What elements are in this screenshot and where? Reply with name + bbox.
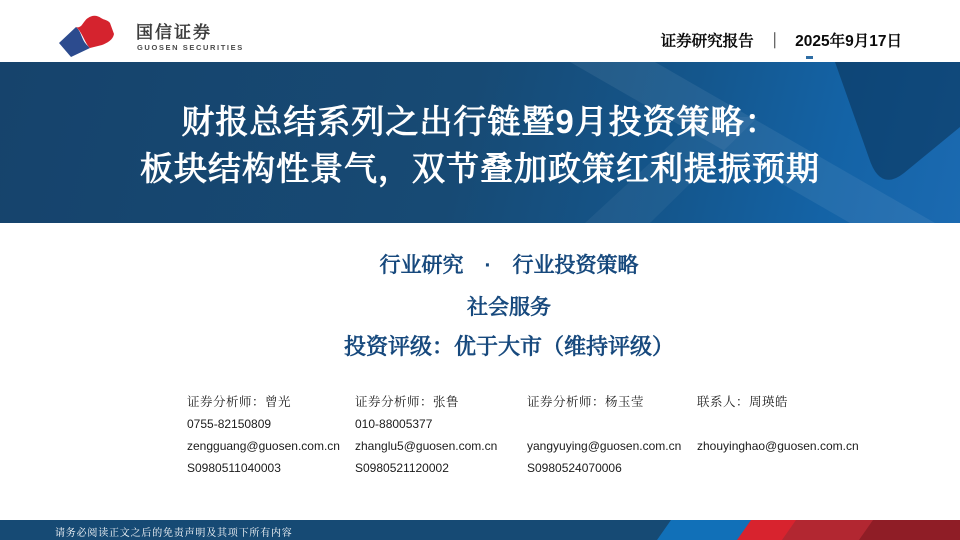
title-banner xyxy=(0,62,960,223)
analyst-cert-no: S0980521120002 xyxy=(355,461,449,475)
disclaimer-text: 请务必阅读正文之后的免责声明及其项下所有内容 xyxy=(55,528,293,539)
contact-phone xyxy=(697,413,897,435)
analyst-email: yangyuying@guosen.com.cn xyxy=(527,439,682,453)
analyst-phone xyxy=(527,413,697,435)
analyst-name: 证券分析师：曾光 xyxy=(187,395,292,409)
contact-email: zhouyinghao@guosen.com.cn xyxy=(697,439,859,453)
contact-cert-no xyxy=(697,457,897,479)
guosen-logo-icon xyxy=(56,14,116,58)
analyst-info-block xyxy=(187,391,897,479)
header-separator: ｜ xyxy=(768,33,780,50)
report-type-label: 证券研究报告 xyxy=(660,33,754,50)
industry-name: 社会服务 xyxy=(467,296,551,319)
banner-tick-mark xyxy=(806,56,813,59)
analyst-cert-no: S0980524070006 xyxy=(527,461,622,475)
header xyxy=(0,0,960,62)
analyst-column-1 xyxy=(187,391,355,479)
header-meta xyxy=(661,29,902,51)
research-category: 行业研究 · 行业投资策略 xyxy=(379,254,639,277)
analyst-name: 证券分析师：杨玉莹 xyxy=(527,395,645,409)
report-title-line2: 板块结构性景气，双节叠加政策红利提振预期 xyxy=(140,150,820,187)
analyst-phone: 0755-82150809 xyxy=(187,417,272,431)
report-title-line1: 财报总结系列之出行链暨9月投资策略： xyxy=(181,103,779,140)
investment-rating: 投资评级：优于大市（维持评级） xyxy=(343,334,674,359)
analyst-column-2 xyxy=(355,391,527,479)
footer-bar xyxy=(0,520,960,540)
analyst-phone: 010-88005377 xyxy=(355,417,433,431)
report-date: 2025年9月17日 xyxy=(795,33,902,50)
report-title xyxy=(0,98,960,192)
analyst-column-3 xyxy=(527,391,697,479)
analyst-column-4 xyxy=(697,391,897,479)
analyst-cert-no: S0980511040003 xyxy=(187,461,281,475)
contact-name: 联系人：周瑛皓 xyxy=(697,395,789,409)
analyst-name: 证券分析师：张鲁 xyxy=(355,395,460,409)
footer-red-stripe-dark xyxy=(858,520,960,540)
brand-name-cn: 国信证券 xyxy=(136,23,212,42)
analyst-email: zengguang@guosen.com.cn xyxy=(187,439,340,453)
analyst-email: zhanglu5@guosen.com.cn xyxy=(355,439,498,453)
brand-name-en: GUOSEN SECURITIES xyxy=(137,43,244,52)
